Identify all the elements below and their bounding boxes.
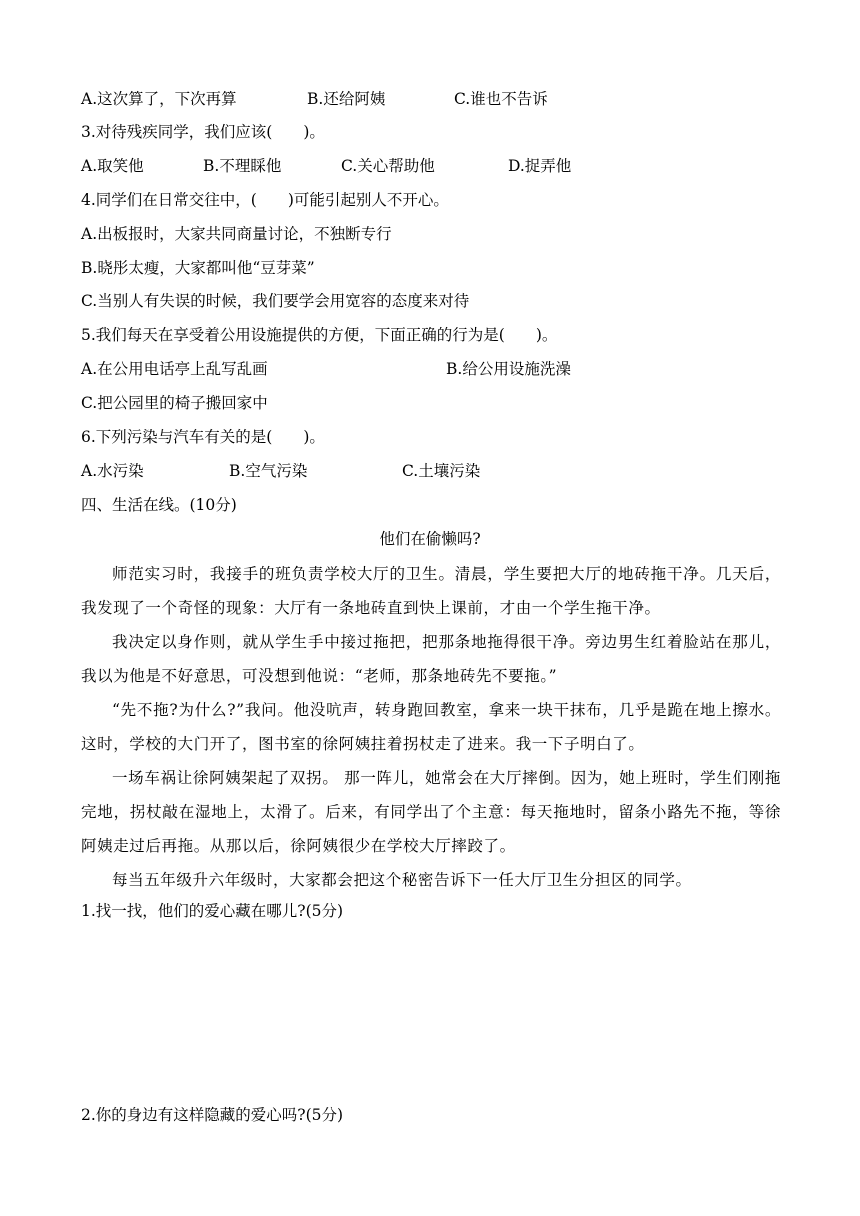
- q4-option-c: C.当别人有失误的时候，我们要学会用宽容的态度来对待: [81, 292, 470, 310]
- q3-stem: 3.对待残疾同学，我们应该( )。: [81, 123, 325, 141]
- q2-option-a: A.这次算了，下次再算: [81, 90, 237, 108]
- q6-stem: 6.下列污染与汽车有关的是( )。: [81, 428, 325, 446]
- q3-option-a: A.取笑他: [81, 157, 144, 175]
- q4-stem: 4.同学们在日常交往中，( )可能引起别人不开心。: [81, 191, 449, 209]
- story-paragraph-5: 每当五年级升六年级时，大家都会把这个秘密告诉下一任大厅卫生分担区的同学。: [112, 871, 692, 889]
- q6-option-a: A.水污染: [81, 462, 144, 480]
- q5-option-b: B.给公用设施洗澡: [446, 360, 571, 378]
- q6-option-c: C.土壤污染: [402, 462, 481, 480]
- story-paragraph-4: 一场车祸让徐阿姨架起了双拐。 那一阵儿，她常会在大厅摔倒。因为，她上班时，学生们刚拖完地，拐杖敲在湿地上，太滑了。后来，有同学出了个主意：每天拖地时，留条小路先不拖，等徐阿姨走过后再拖。从那以后，徐阿姨很少在学校大厅摔跤了。: [81, 769, 781, 855]
- question-2: 2.你的身边有这样隐藏的爱心吗?(5分): [81, 1106, 344, 1124]
- q2-option-c: C.谁也不告诉: [454, 90, 548, 108]
- q5-stem: 5.我们每天在享受着公用设施提供的方便，下面正确的行为是( )。: [81, 326, 558, 344]
- q3-option-b: B.不理睬他: [203, 157, 282, 175]
- q3-option-c: C.关心帮助他: [341, 157, 435, 175]
- story-title: 他们在偷懒吗?: [379, 530, 481, 548]
- story-paragraph-3: “先不拖?为什么?”我问。他没吭声，转身跑回教室，拿来一块干抹布，几乎是跪在地上擦水。这时，学校的大门开了，图书室的徐阿姨拄着拐杖走了进来。我一下子明白了。: [81, 701, 781, 753]
- q5-option-c: C.把公园里的椅子搬回家中: [81, 394, 268, 412]
- story-paragraph-2: 我决定以身作则，就从学生手中接过拖把，把那条地拖得很干净。旁边男生红着脸站在那儿，我以为他是不好意思，可没想到他说：“老师，那条地砖先不要拖。”: [81, 633, 781, 685]
- q4-option-a: A.出板报时，大家共同商量讨论，不独断专行: [81, 225, 392, 243]
- q3-option-d: D.捉弄他: [508, 157, 572, 175]
- q5-option-a: A.在公用电话亭上乱写乱画: [81, 360, 268, 378]
- story-paragraph-1: 师范实习时，我接手的班负责学校大厅的卫生。清晨，学生要把大厅的地砖拖干净。几天后，我发现了一个奇怪的现象：大厅有一条地砖直到快上课前，才由一个学生拖干净。: [81, 565, 781, 617]
- question-1: 1.找一找，他们的爱心藏在哪儿?(5分): [81, 902, 344, 920]
- q6-option-b: B.空气污染: [229, 462, 308, 480]
- q4-option-b: B.晓彤太瘦，大家都叫他“豆芽菜”: [81, 259, 315, 277]
- q2-option-b: B.还给阿姨: [307, 90, 386, 108]
- section-4-heading: 四、生活在线。(10分): [81, 496, 237, 514]
- story-body: [81, 557, 781, 897]
